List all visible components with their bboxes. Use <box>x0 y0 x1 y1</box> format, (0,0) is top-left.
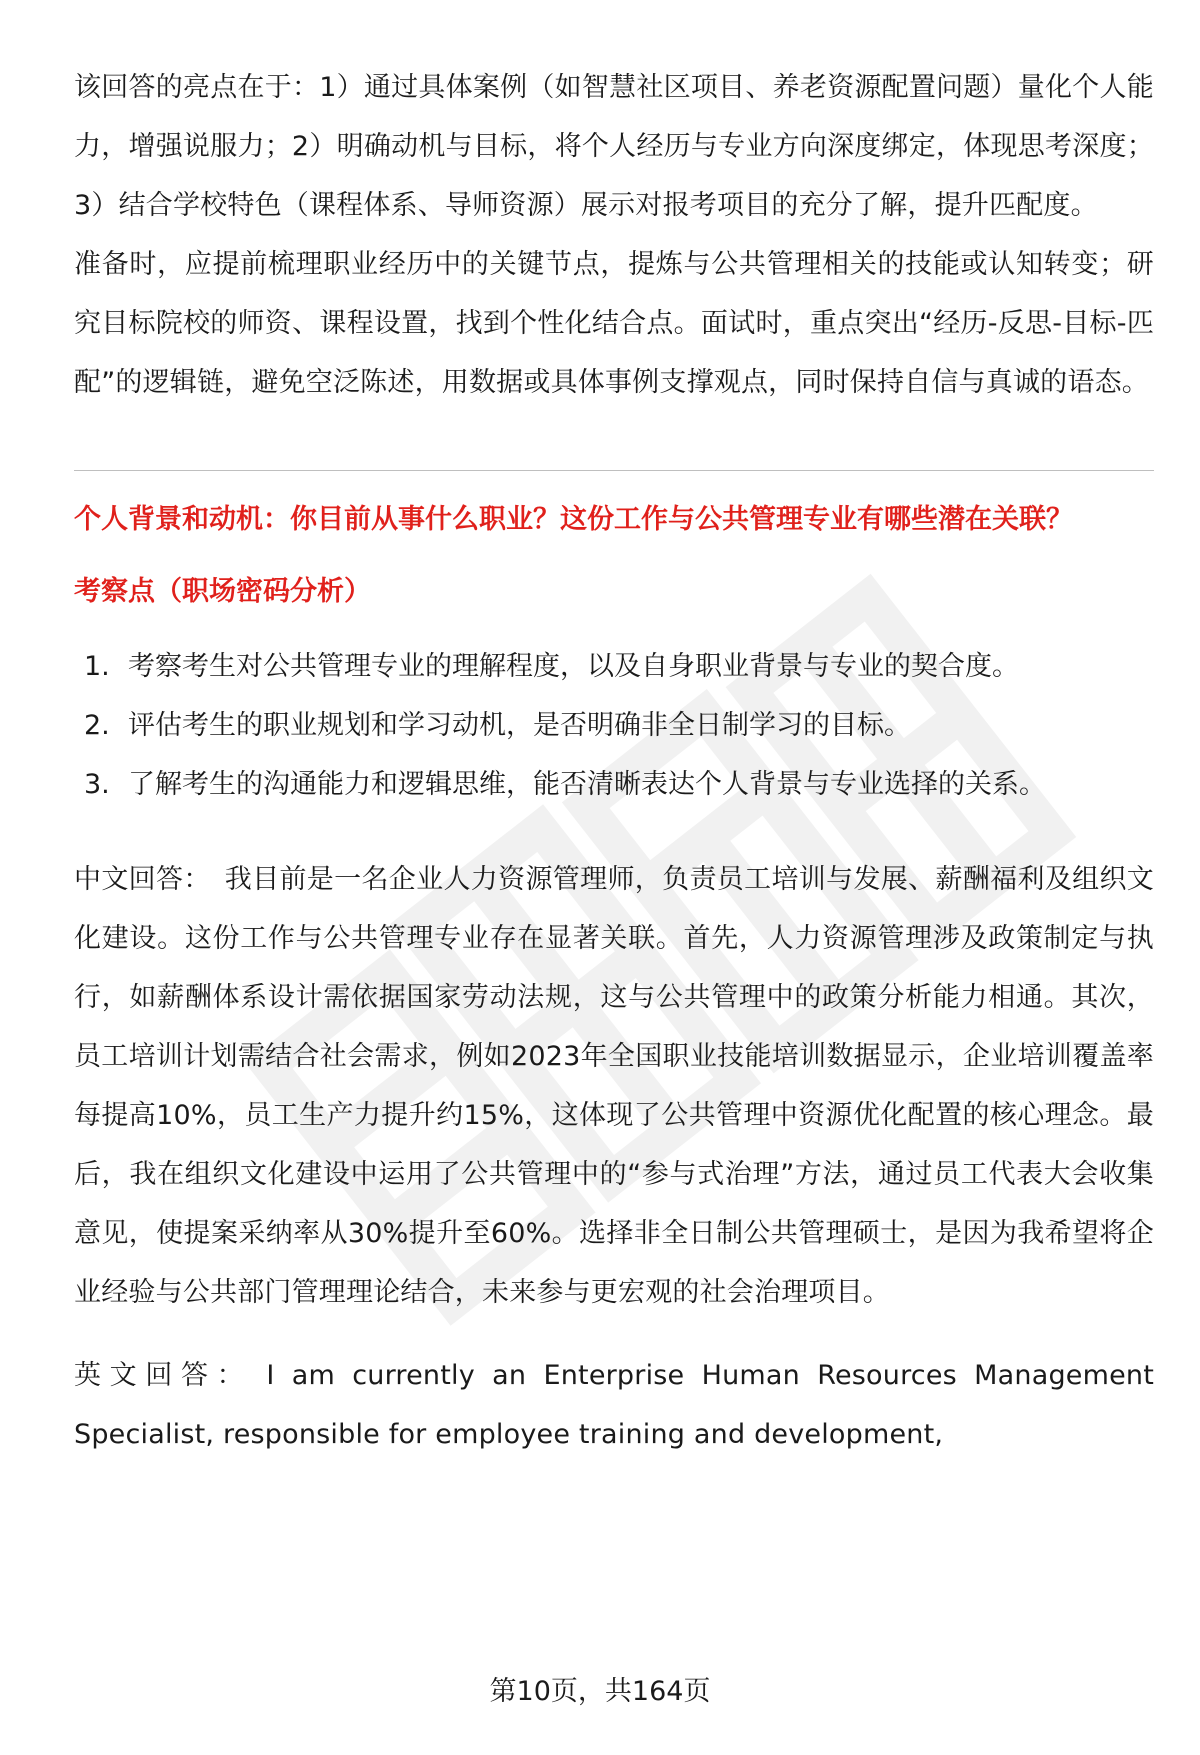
english-answer <box>74 1346 1154 1464</box>
list-item-number: 3. <box>84 769 110 800</box>
intro-paragraph-preparation: 准备时，应提前梳理职业经历中的关键节点，提炼与公共管理相关的技能或认知转变；研究目标院校的师资、课程设置，找到个性化结合点。面试时，重点突出“经历-反思-目标-匹配”的逻辑链，避免空泛陈述，用数据或具体事例支撑观点，同时保持自信与真诚的语态。 <box>74 249 1154 398</box>
list-item-number: 1. <box>84 651 110 682</box>
intro-paragraph-highlights: 该回答的亮点在于：1）通过具体案例（如智慧社区项目、养老资源配置问题）量化个人能力，增强说服力；2）明确动机与目标，将个人经历与专业方向深度绑定，体现思考深度；3）结合学校特色（课程体系、导师资源）展示对报考项目的充分了解，提升匹配度。 <box>74 72 1154 221</box>
list-item-text: 了解考生的沟通能力和逻辑思维，能否清晰表达个人背景与专业选择的关系。 <box>128 769 1046 800</box>
list-item-number: 2. <box>84 710 110 741</box>
section-divider <box>74 470 1154 471</box>
english-answer-label: 英文回答： <box>74 1360 253 1391</box>
list-item-text: 考察考生对公共管理专业的理解程度，以及自身职业背景与专业的契合度。 <box>128 651 1019 682</box>
list-item <box>74 755 1154 814</box>
points-heading: 考察点（职场密码分析） <box>74 576 371 607</box>
list-item <box>74 696 1154 755</box>
chinese-answer-label: 中文回答： <box>74 864 211 895</box>
english-answer-text: I am currently an Enterprise Human Resources Management Specialist, responsible for employee training and development, <box>74 1360 1155 1450</box>
question-title: 个人背景和动机：你目前从事什么职业？这份工作与公共管理专业有哪些潜在关联？ <box>74 504 1073 535</box>
assessment-points-list <box>74 637 1154 814</box>
list-item-text: 评估考生的职业规划和学习动机，是否明确非全日制学习的目标。 <box>128 710 911 741</box>
page-indicator: 第10页，共164页 <box>489 1676 711 1707</box>
chinese-answer <box>74 850 1154 1322</box>
list-item <box>74 637 1154 696</box>
page-content <box>74 58 1154 1464</box>
chinese-answer-text: 我目前是一名企业人力资源管理师，负责员工培训与发展、薪酬福利及组织文化建设。这份工作与公共管理专业存在显著关联。首先，人力资源管理涉及政策制定与执行，如薪酬体系设计需依据国家劳动法规，这与公共管理中的政策分析能力相通。其次，员工培训计划需结合社会需求，例如2023年全国职业技能培训数据显示，企业培训覆盖率每提高10%，员工生产力提升约15%，这体现了公共管理中资源优化配置的核心理念。最后，我在组织文化建设中运用了公共管理中的“参与式治理”方法，通过员工代表大会收集意见，使提案采纳率从30%提升至60%。选择非全日制公共管理硕士，是因为我希望将企业经验与公共部门管理理论结合，未来参与更宏观的社会治理项目。 <box>74 864 1154 1308</box>
